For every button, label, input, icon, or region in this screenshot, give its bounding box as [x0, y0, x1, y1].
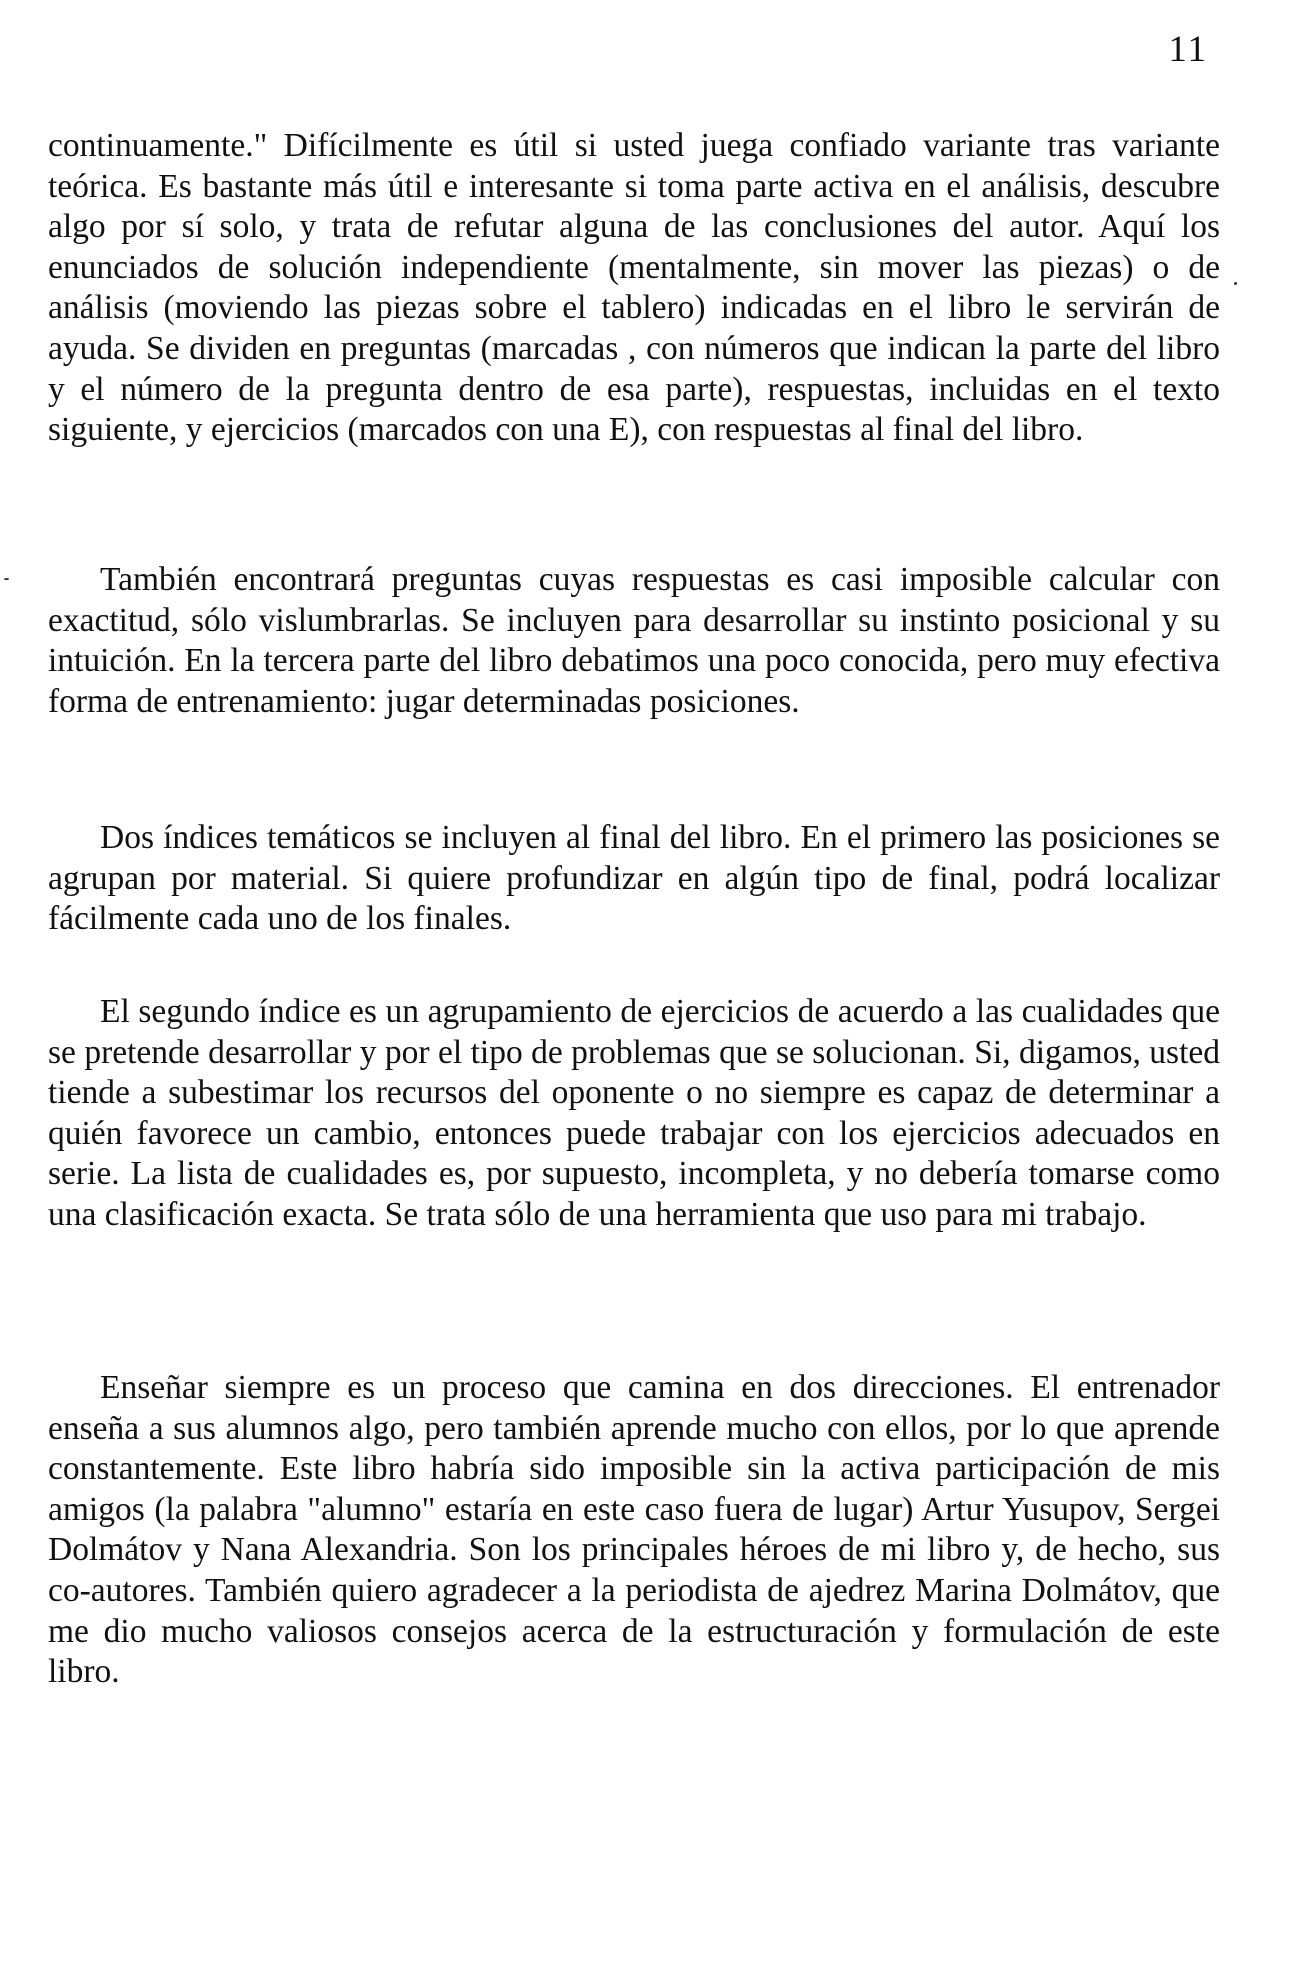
scan-speck — [1234, 282, 1237, 285]
paragraph-3-text: Dos índices temáticos se incluyen al final del libro. En el primero las posiciones se agrupan por material. Si quiere profundizar en algún tipo de final, podrá localizar fácilmente cada uno de los finales. — [48, 819, 1220, 938]
paragraph-1-text: continuamente." Difícilmente es útil si usted juega confiado variante tras variante teórica. Es bastante más útil e interesante si toma parte activa en el análisis, descubre algo por sí solo, y trata de refutar alguna de las conclusiones del autor. Aquí los enunciados de solución independiente (mentalmente, sin mover las piezas) o de análisis (moviendo las piezas sobre el tablero) indicadas en el libro le servirán de ayuda. Se dividen en preguntas (marcadas , con números que indican la parte del libro y el número de la pregunta dentro de esa parte), respuestas, incluidas en el texto siguiente, y ejercicios (marcados con una E), con respuestas al final del libro. — [48, 127, 1220, 449]
scan-speck — [4, 578, 9, 580]
paragraph-1 — [48, 126, 1220, 451]
paragraph-5 — [48, 1368, 1220, 1693]
page-number: 11 — [1168, 29, 1208, 70]
paragraph-2 — [48, 560, 1220, 722]
paragraph-2-text: También encontrará preguntas cuyas respuestas es casi imposible calcular con exactitud, sólo vislumbrarlas. Se incluyen para desarrollar su instinto posicional y su intuición. En la tercera parte del libro debatimos una poco conocida, pero muy efectiva forma de entrenamiento: jugar determinadas posiciones. — [48, 561, 1220, 720]
paragraph-3 — [48, 818, 1220, 940]
paragraph-4 — [48, 992, 1220, 1236]
paragraph-5-text: Enseñar siempre es un proceso que camina en dos direcciones. El entrenador enseña a sus alumnos algo, pero también aprende mucho con ellos, por lo que aprende constantemente. Este libro habría sido imposible sin la activa participación de mis amigos (la palabra "alumno" estaría en este caso fuera de lugar) Artur Yusupov, Sergei Dolmátov y Nana Alexandria. Son los principales héroes de mi libro y, de hecho, sus co-autores. También quiero agradecer a la periodista de ajedrez Marina Dolmátov, que me dio mucho valiosos consejos acerca de la estructuración y formulación de este libro. — [48, 1369, 1220, 1691]
paragraph-4-text: El segundo índice es un agrupamiento de ejercicios de acuerdo a las cualidades que se pretende desarrollar y por el tipo de problemas que se solucionan. Si, digamos, usted tiende a subestimar los recursos del oponente o no siempre es capaz de determinar a quién favorece un cambio, entonces puede trabajar con los ejercicios adecuados en serie. La lista de cualidades es, por supuesto, incompleta, y no debería tomarse como una clasificación exacta. Se trata sólo de una herramienta que uso para mi trabajo. — [48, 993, 1220, 1233]
